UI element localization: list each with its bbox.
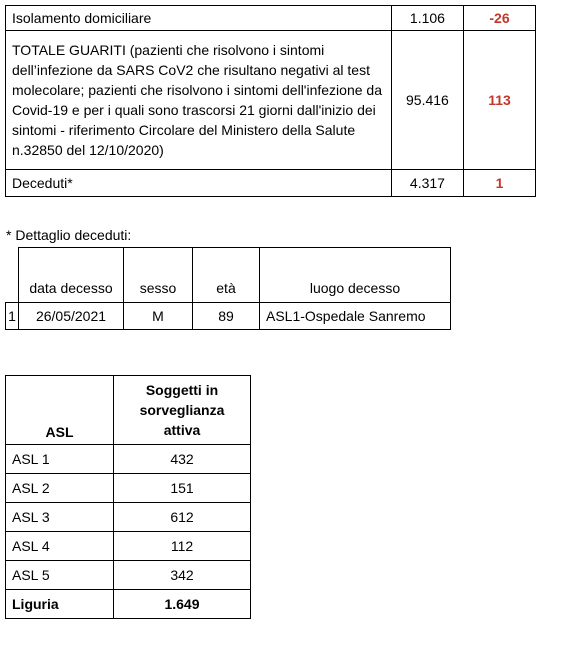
asl-header: ASL xyxy=(6,376,114,445)
asl-name: ASL 5 xyxy=(6,561,114,590)
table-row xyxy=(6,561,251,590)
summary-label: TOTALE GUARITI (pazienti che risolvono i sintomi dell’infezione da SARS CoV2 che risultano negativi al test molecolare; pazienti che risolvono i sintomi dell'infezione da Covid-19 e per i quali sono trascorsi 21 giorni dall'inizio dei sintomi - riferimento Circolare del Ministero della Salute n.32850 del 12/10/2020) xyxy=(6,31,392,170)
asl-total-name: Liguria xyxy=(6,590,114,619)
summary-row-recovered xyxy=(6,31,536,170)
surveillance-header: Soggetti in sorveglianza attiva xyxy=(114,376,251,445)
asl-name: ASL 1 xyxy=(6,445,114,474)
asl-total-value: 1.649 xyxy=(114,590,251,619)
asl-value: 342 xyxy=(114,561,251,590)
table-row xyxy=(6,445,251,474)
table-row xyxy=(6,532,251,561)
summary-value: 95.416 xyxy=(391,31,463,170)
detail-index: 1 xyxy=(6,303,19,330)
summary-label: Deceduti* xyxy=(6,170,392,197)
detail-header-row xyxy=(6,248,451,303)
detail-place: ASL1-Ospedale Sanremo xyxy=(260,303,451,330)
table-row xyxy=(6,474,251,503)
detail-header-index xyxy=(6,248,19,303)
detail-date: 26/05/2021 xyxy=(19,303,124,330)
summary-row-deceased xyxy=(6,170,536,197)
deceased-detail-note: * Dettaglio deceduti: xyxy=(6,227,132,243)
detail-header-sex: sesso xyxy=(124,248,193,303)
asl-name: ASL 2 xyxy=(6,474,114,503)
asl-value: 612 xyxy=(114,503,251,532)
detail-header-date: data decesso xyxy=(19,248,124,303)
table-row xyxy=(6,503,251,532)
summary-table xyxy=(5,5,536,197)
summary-delta: 113 xyxy=(463,31,535,170)
table-row xyxy=(6,303,451,330)
summary-label: Isolamento domiciliare xyxy=(6,6,392,31)
deceased-detail-table xyxy=(5,247,451,330)
asl-value: 112 xyxy=(114,532,251,561)
detail-header-place: luogo decesso xyxy=(260,248,451,303)
summary-value: 4.317 xyxy=(391,170,463,197)
summary-value: 1.106 xyxy=(391,6,463,31)
asl-value: 151 xyxy=(114,474,251,503)
detail-header-age: età xyxy=(193,248,260,303)
summary-row-isolation xyxy=(6,6,536,31)
summary-delta: -26 xyxy=(463,6,535,31)
asl-name: ASL 4 xyxy=(6,532,114,561)
asl-name: ASL 3 xyxy=(6,503,114,532)
asl-total-row xyxy=(6,590,251,619)
summary-delta: 1 xyxy=(463,170,535,197)
detail-age: 89 xyxy=(193,303,260,330)
asl-value: 432 xyxy=(114,445,251,474)
asl-header-row xyxy=(6,376,251,445)
detail-sex: M xyxy=(124,303,193,330)
asl-surveillance-table xyxy=(5,375,251,619)
